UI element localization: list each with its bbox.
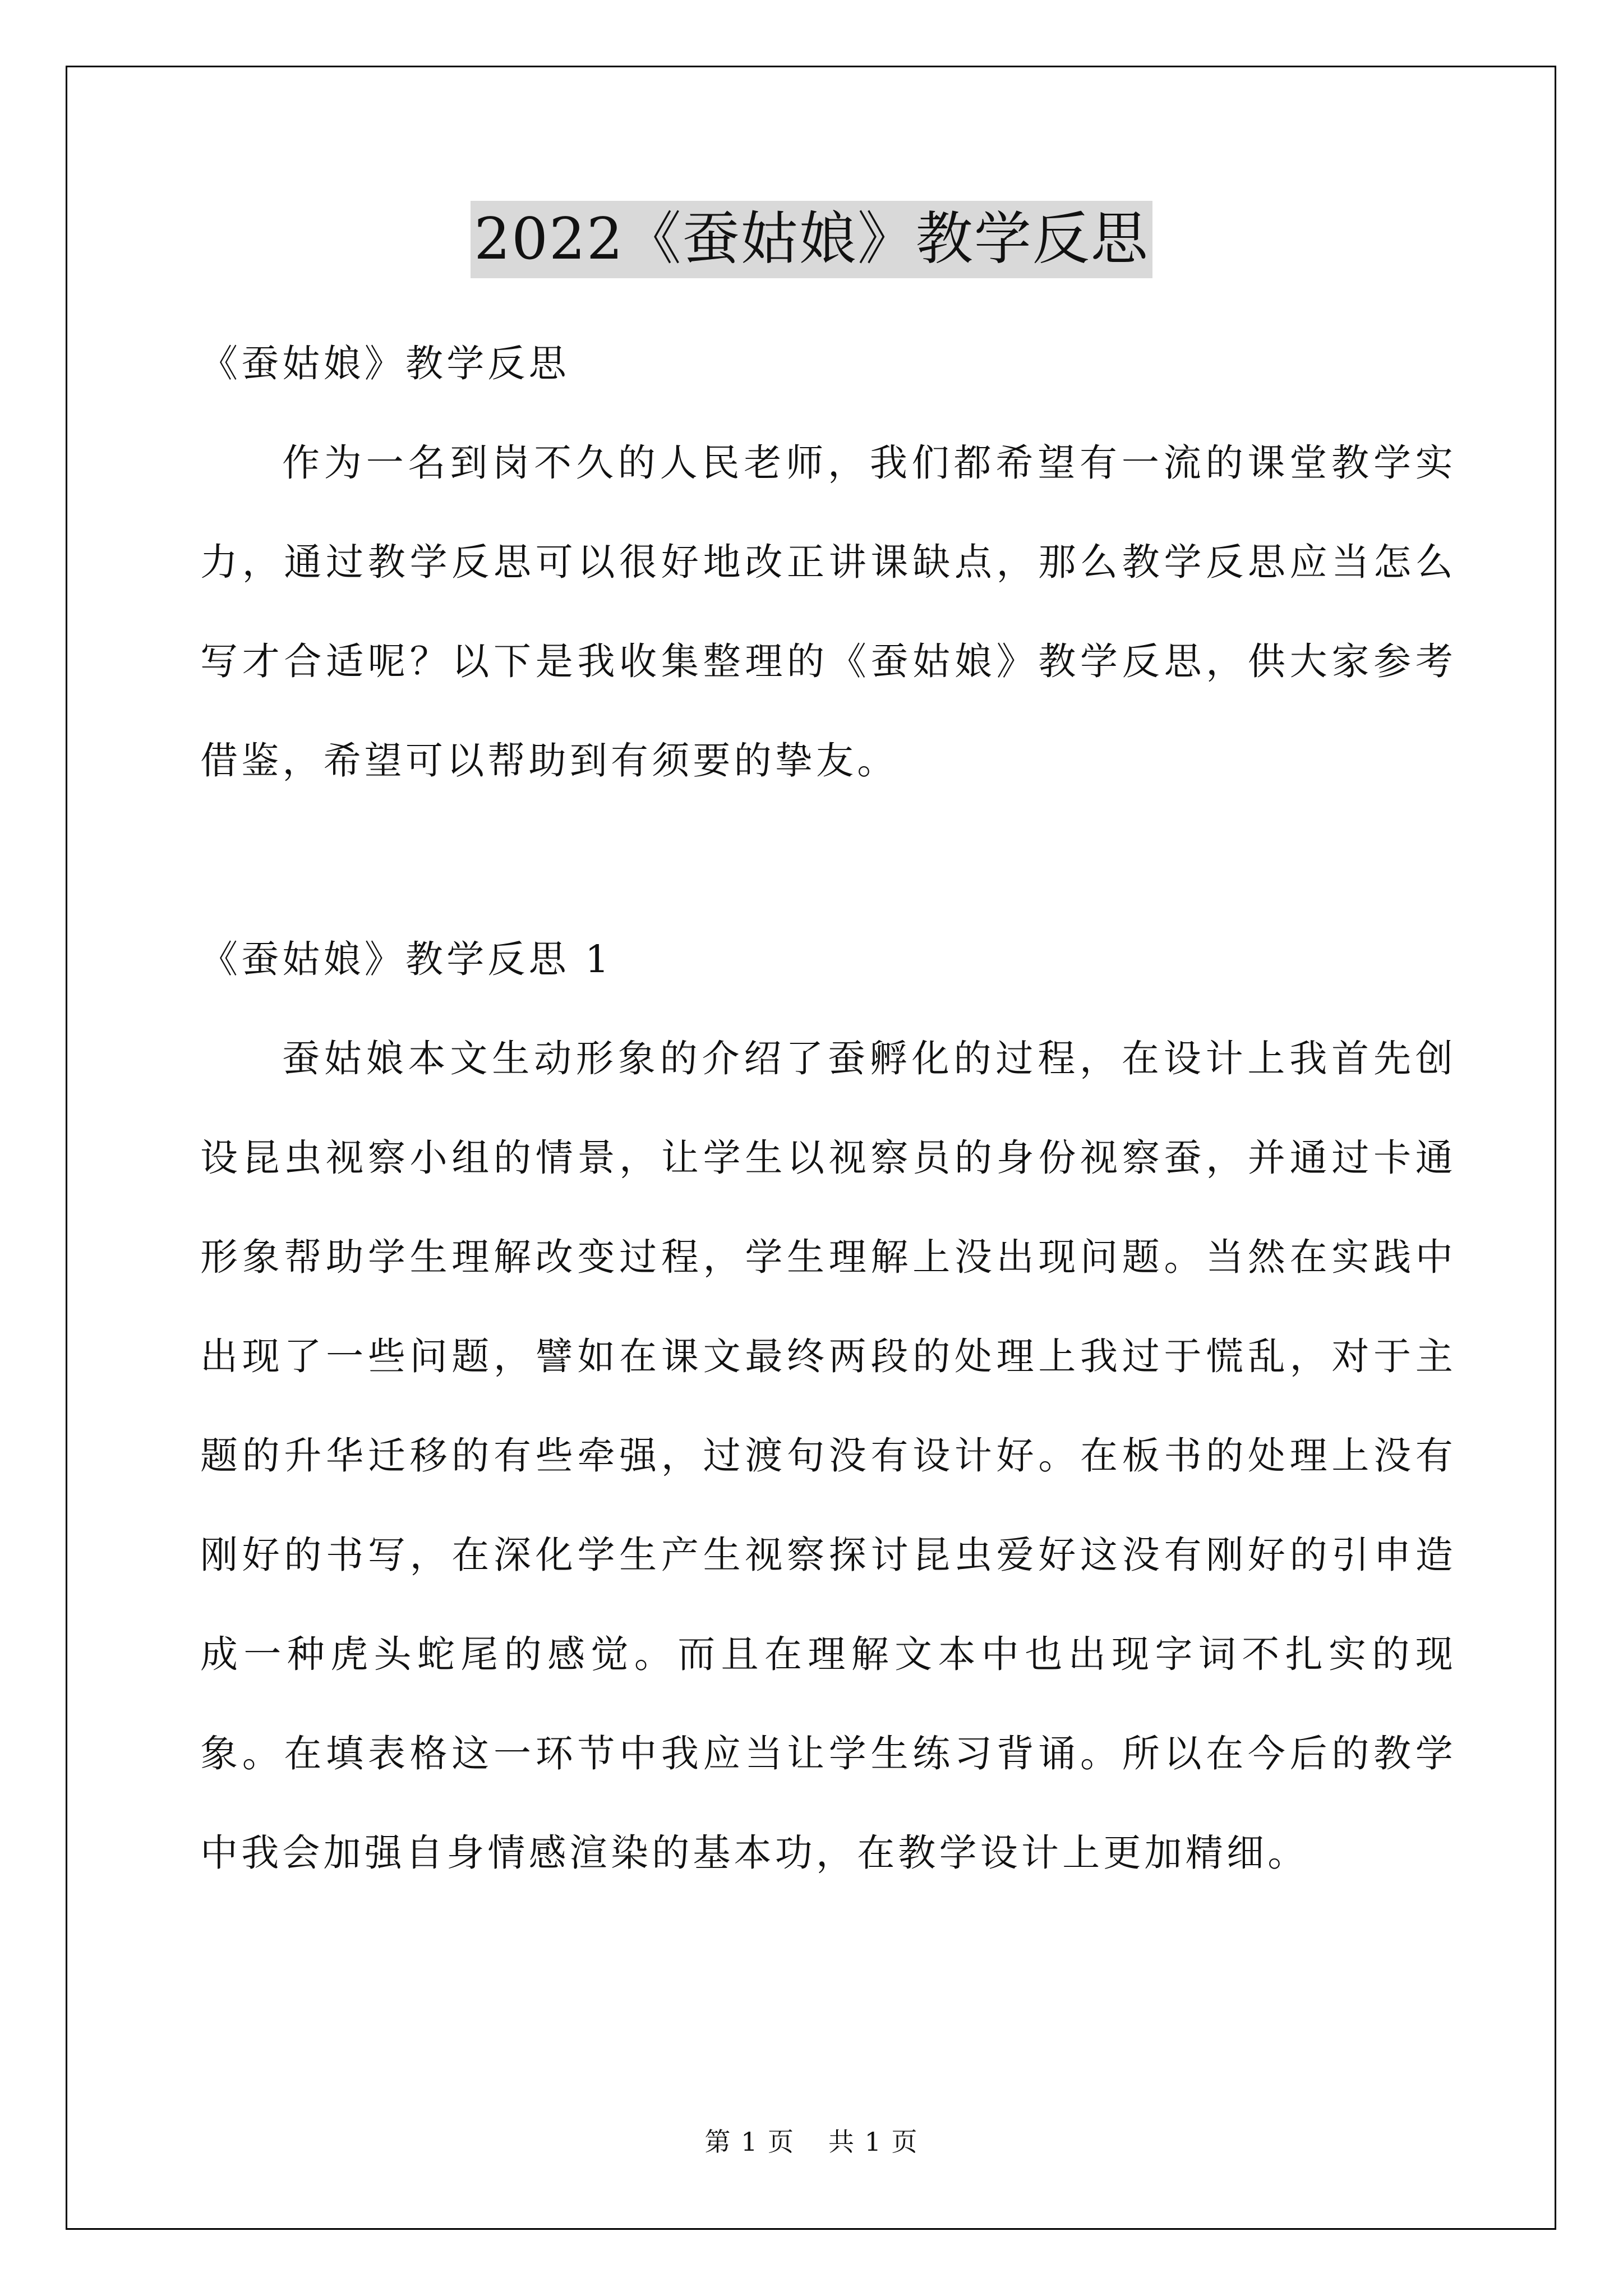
title-container [0,201,1623,278]
page-footer [0,2125,1623,2159]
page-number-current: 第 1 页 [704,2127,795,2157]
section1-heading: 《蚕姑娘》教学反思 1 [200,937,613,981]
document-body [200,314,1456,1903]
document-title: 2022《蚕姑娘》教学反思 [471,201,1152,278]
section-spacer [200,811,1456,910]
intro-heading: 《蚕姑娘》教学反思 [200,342,570,385]
page-number-total: 共 1 页 [828,2127,919,2157]
section1-paragraph: 蚕姑娘本文生动形象的介绍了蚕孵化的过程，在设计上我首先创设昆虫视察小组的情景，让学生以视察员的身份视察蚕，并通过卡通形象帮助学生理解改变过程，学生理解上没出现问题。当然在实践中出现了一些问题，譬如在课文最终两段的处理上我过于慌乱，对于主题的升华迁移的有些牵强，过渡句没有设计好。在板书的处理上没有刚好的书写，在深化学生产生视察探讨昆虫爱好这没有刚好的引申造成一种虎头蛇尾的感觉。而且在理解文本中也出现字词不扎实的现象。在填表格这一环节中我应当让学生练习背诵。所以在今后的教学中我会加强自身情感渲染的基本功，在教学设计上更加精细。 [200,1037,1456,1875]
intro-paragraph: 作为一名到岗不久的人民老师，我们都希望有一流的课堂教学实力，通过教学反思可以很好地改正讲课缺点，那么教学反思应当怎么写才合适呢？以下是我收集整理的《蚕姑娘》教学反思，供大家参考借鉴，希望可以帮助到有须要的挚友。 [200,441,1456,783]
